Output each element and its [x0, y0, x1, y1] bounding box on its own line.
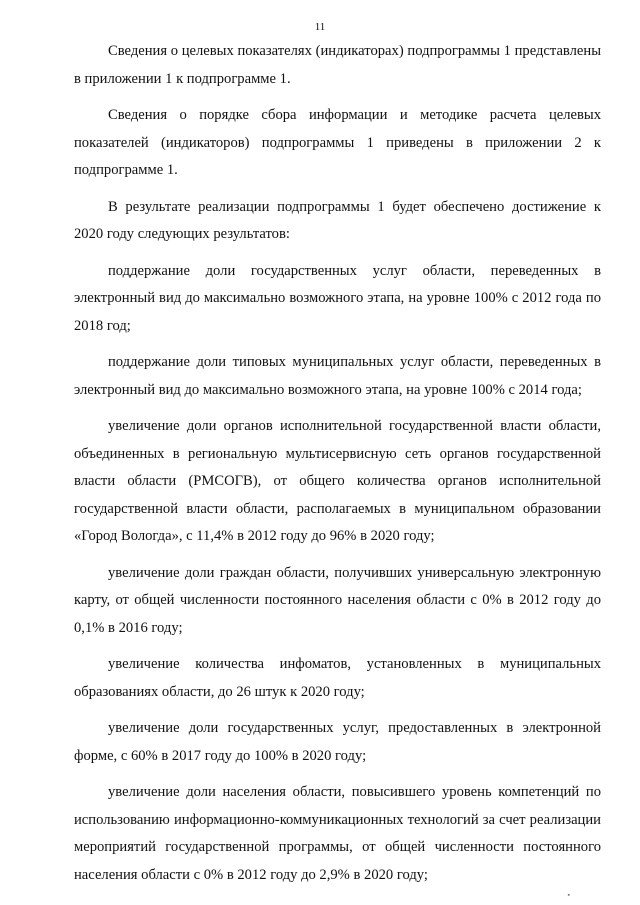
paragraph-result-electronic-card: увеличение доли граждан области, получивших универсальную электронную карту, от общей численности постоянного населения области с 0% в 2012 году до 0,1% в 2016 году; — [74, 564, 601, 636]
scan-mark: ▪ — [567, 891, 570, 899]
paragraph-methodology-appendix: Сведения о порядке сбора информации и методике расчета целевых показателей (индикаторов) подпрограммы 1 приведены в приложении 2 к подпрограмме 1. — [74, 107, 601, 178]
document-body — [74, 38, 601, 898]
paragraph-result-rmsogv-network: увеличение доли органов исполнительной государственной власти области, объединенных в региональную мультисервисную сеть органов государственной власти области (РМСОГВ), от общего количества органов исполнительной государственной власти области, располагаемых в муниципальном образовании «Город Вологда», с 11,4% в 2012 году до 96% в 2020 году; — [74, 418, 601, 544]
paragraph-result-state-services: поддержание доли государственных услуг области, переведенных в электронный вид до максимально возможного этапа, на уровне 100% с 2012 года по 2018 год; — [74, 262, 601, 334]
paragraph-result-electronic-form: увеличение доли государственных услуг, предоставленных в электронной форме, с 60% в 2017 году до 100% в 2020 году; — [74, 720, 601, 764]
paragraph-result-municipal-services: поддержание доли типовых муниципальных услуг области, переведенных в электронный вид до максимально возможного этапа, на уровне 100% с 2014 года; — [74, 354, 601, 398]
paragraph-indicators-appendix: Сведения о целевых показателях (индикаторах) подпрограммы 1 представлены в приложении 1 к подпрограмме 1. — [74, 43, 601, 87]
paragraph-result-infomats: увеличение количества инфоматов, установленных в муниципальных образованиях области, до 26 штук к 2020 году; — [74, 656, 601, 700]
paragraph-expected-results-intro: В результате реализации подпрограммы 1 будет обеспечено достижение к 2020 году следующих результатов: — [74, 198, 601, 242]
paragraph-result-ict-competence: увеличение доли населения области, повысившего уровень компетенций по использованию информационно-коммуникационных технологий за счет реализации мероприятий государственной программы, от общей численности постоянного населения области с 0% в 2012 году до 2,9% в 2020 году; — [74, 784, 601, 883]
page-number: 11 — [314, 21, 326, 33]
